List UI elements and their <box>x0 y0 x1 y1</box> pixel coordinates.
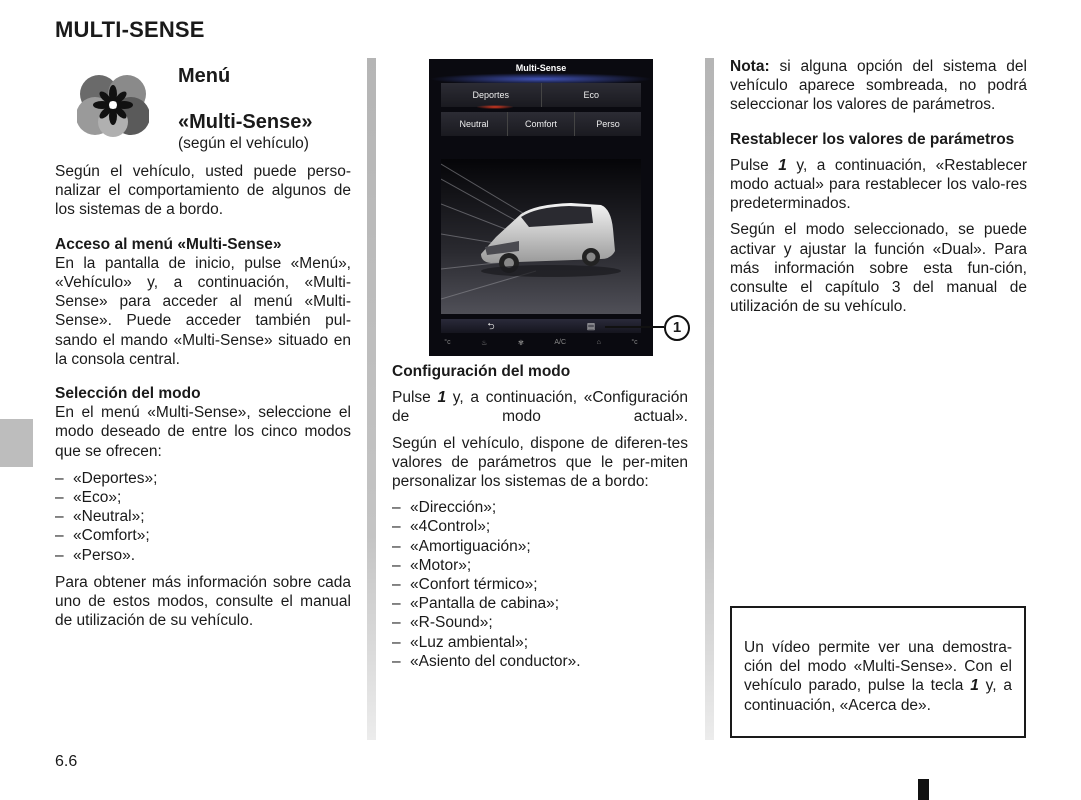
more-info-paragraph: Para obtener más información sobre cada uno de estos modos, consulte el manual de utilización de su vehículo. <box>55 573 351 630</box>
reset-title: Restablecer los valores de parámetros <box>730 130 1015 148</box>
config-text-a: Pulse <box>392 389 438 407</box>
screen-button-eco: Eco <box>542 83 642 107</box>
multi-sense-icon <box>77 72 149 138</box>
config-title: Configuración del modo <box>392 363 571 380</box>
page-number: 6.6 <box>55 753 78 770</box>
column-right <box>730 57 1027 316</box>
column-middle <box>392 362 688 671</box>
list-item: – «Asiento del conductor». <box>392 652 688 671</box>
note-text: si alguna opción del sistema del vehículo aparece sombreada, no podrá seleccionar los valores de parámetros. <box>730 58 1027 114</box>
screen-button-deportes: Deportes <box>441 83 542 107</box>
multi-sense-screen-image <box>429 59 653 356</box>
list-item: – «R-Sound»; <box>392 613 688 632</box>
config-step-number: 1 <box>437 389 447 407</box>
video-info-box <box>730 606 1026 738</box>
selection-paragraph: En el menú «Multi-Sense», seleccione el modo deseado de entre los cinco modos que se ofrecen: <box>55 404 351 460</box>
list-item: – «Amortiguación»; <box>392 537 688 556</box>
config-paragraph-2: Según el vehículo, dispone de diferen-tes valores de parámetros que le per-miten personalizar los sistemas de a bordo: <box>392 434 688 491</box>
screen-mode-row-1 <box>441 83 641 107</box>
active-mode-indicator <box>477 105 513 109</box>
screen-button-perso: Perso <box>575 112 641 136</box>
access-title: Acceso al menú «Multi-Sense» <box>55 235 282 253</box>
temp-right-label: °c <box>631 339 638 346</box>
column-separator <box>705 58 714 740</box>
callout-number-1: 1 <box>664 315 690 341</box>
screen-button-neutral: Neutral <box>441 112 508 136</box>
dual-paragraph: Según el modo seleccionado, se puede activar y ajustar la función «Dual». Para más información sobre esta fun-ción, consulte el capítulo 3 del manual de utilización de su vehículo. <box>730 221 1027 316</box>
callout-leader-line <box>605 326 664 328</box>
access-paragraph: En la pantalla de inicio, pulse «Menú», «Vehículo» y, a continuación, «Multi-Sense» para acceder al menú «Multi-Sense». Puede acceder también pul-sando el mando «Multi-Sense» situado en la consola central. <box>55 254 351 368</box>
column-left <box>55 162 351 630</box>
reset-text-b: y, a continuación, «Restablecer modo actual» para restablecer los valo-res predeterminados. <box>730 156 1027 213</box>
reset-text-a: Pulse <box>730 156 779 174</box>
list-item: – «Motor»; <box>392 556 688 575</box>
menu-subheading: (según el vehículo) <box>178 135 309 152</box>
screen-title: Multi-Sense <box>515 63 567 73</box>
fan-icon: ✾ <box>517 340 524 347</box>
seat-icon: ♨ <box>481 340 488 347</box>
list-item: – «Comfort»; <box>55 526 351 545</box>
page-corner-mark <box>918 779 929 800</box>
selection-title: Selección del modo <box>55 385 201 403</box>
box-text-a: Un vídeo permite ver una demostra-ción del modo «Multi-Sense». Con el vehículo parado, pulse la tecla <box>744 639 1012 695</box>
ac-label: A/C <box>554 339 567 346</box>
params-list <box>392 498 688 671</box>
reset-step-number: 1 <box>778 156 787 174</box>
intro-paragraph: Según el vehículo, usted puede perso-nalizar el comportamiento de algunos de los sistemas de a bordo. <box>55 163 351 219</box>
video-info-text <box>744 638 1012 715</box>
menu-heading-line1: Menú <box>178 65 231 87</box>
list-item: – «Deportes»; <box>55 469 351 488</box>
temp-left-label: °c <box>444 339 451 346</box>
back-arrow-icon: ⮌ <box>487 321 495 331</box>
list-item: – «Confort térmico»; <box>392 575 688 594</box>
car-illustration <box>441 159 641 314</box>
note-paragraph <box>730 57 1027 115</box>
menu-list-icon: ▤ <box>586 321 596 331</box>
section-title: MULTI-SENSE <box>55 17 205 42</box>
config-text-b: y, a continuación, «Configuración de modo actual». <box>392 389 688 426</box>
column-separator <box>367 58 376 740</box>
list-item: – «Pantalla de cabina»; <box>392 594 688 613</box>
list-item: – «Luz ambiental»; <box>392 633 688 652</box>
defrost-icon: ⌂ <box>596 339 601 346</box>
list-item: – «Perso». <box>55 546 351 565</box>
side-tab-marker <box>0 419 33 467</box>
note-label: Nota: <box>730 58 770 75</box>
modes-list <box>55 469 351 565</box>
screen-mode-row-2 <box>441 112 641 136</box>
menu-heading-line2: «Multi-Sense» <box>178 111 313 133</box>
reset-paragraph <box>730 156 1027 214</box>
list-item: – «Neutral»; <box>55 507 351 526</box>
list-item: – «4Control»; <box>392 517 688 536</box>
list-item: – «Dirección»; <box>392 498 688 517</box>
screen-button-comfort: Comfort <box>508 112 575 136</box>
box-text-b: y, a continuación, «Acerca de». <box>744 677 1012 714</box>
config-paragraph-1-line1 <box>392 388 688 426</box>
screen-climate-bar <box>429 339 653 347</box>
list-item: – «Eco»; <box>55 488 351 507</box>
box-step-number: 1 <box>970 677 979 695</box>
